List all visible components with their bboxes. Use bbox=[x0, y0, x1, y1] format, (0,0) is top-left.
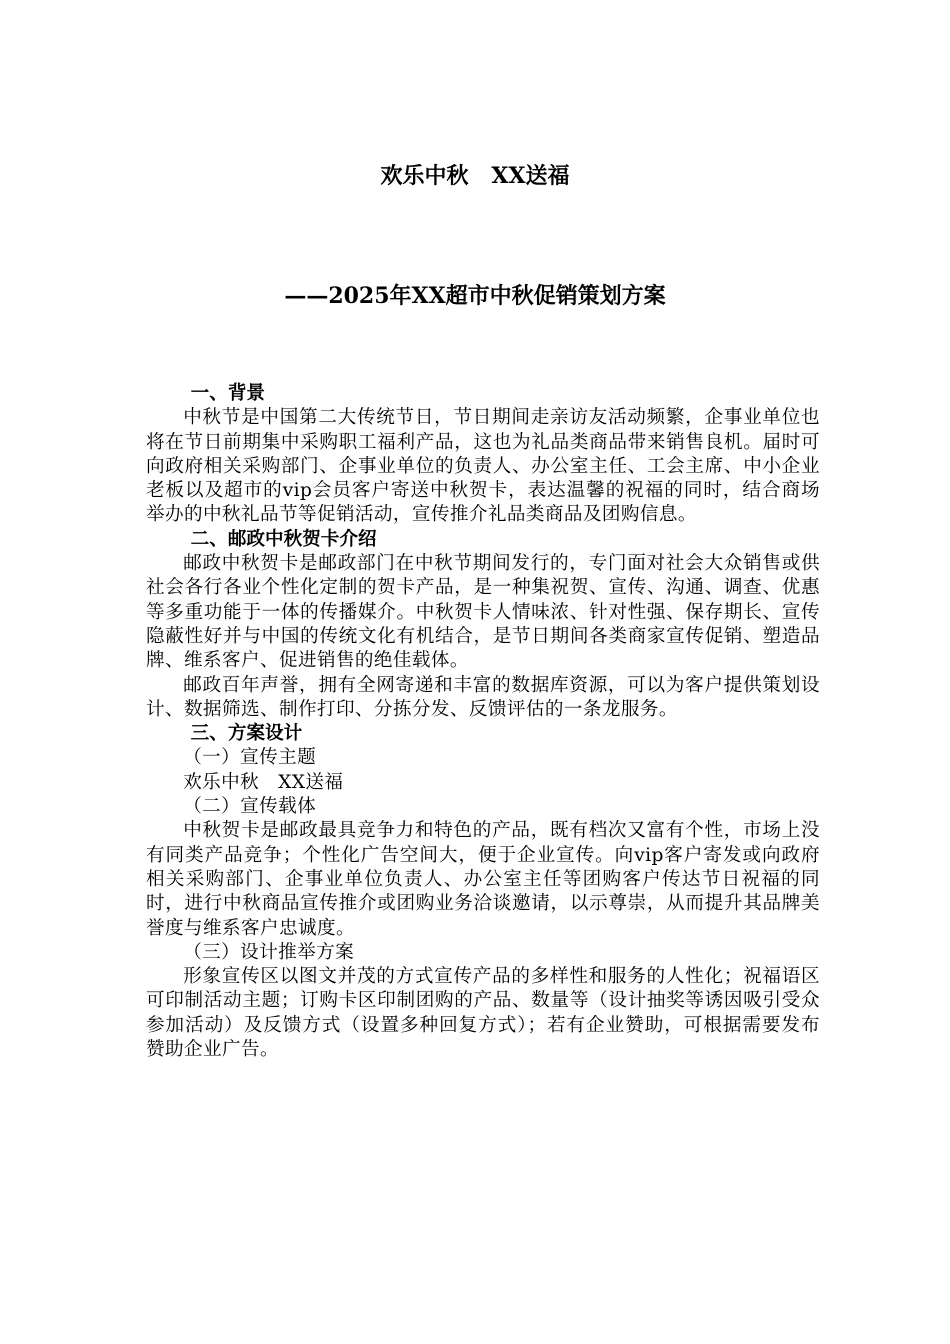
subsection-label-theme: （一）宣传主题 bbox=[183, 747, 317, 769]
paragraph-design: 形象宣传区以图文并茂的方式宣传产品的多样性和服务的人性化；祝福语区可印制活动主题；订购卡区印制团购的产品、数量等（设计抽奖等诱因吸引受众参加活动）及反馈方式（设置多种回复方式）；若有企业赞助，可根据需要发布赞助企业广告。 bbox=[146, 966, 820, 1061]
document-body bbox=[146, 382, 820, 1062]
subsection-label-carrier: （二）宣传载体 bbox=[183, 796, 317, 818]
subsection-label-design: （三）设计推举方案 bbox=[183, 941, 355, 963]
section-heading-card-intro: 二、邮政中秋贺卡介绍 bbox=[190, 528, 377, 550]
document-subtitle: ——2025年XX超市中秋促销策划方案 bbox=[284, 283, 666, 309]
section-heading-plan-design: 三、方案设计 bbox=[190, 723, 303, 745]
document-title: 欢乐中秋 XX送福 bbox=[380, 163, 570, 189]
section-heading-background: 一、背景 bbox=[190, 383, 266, 404]
paragraph-card-intro-2: 邮政百年声誉，拥有全网寄递和丰富的数据库资源，可以为客户提供策划设计、数据筛选、制作打印、分拣分发、反馈评估的一条龙服务。 bbox=[146, 674, 820, 720]
paragraph-carrier: 中秋贺卡是邮政最具竞争力和特色的产品，既有档次又富有个性，市场上没有同类产品竞争；个性化广告空间大，便于企业宣传。向vip客户寄发或向政府相关采购部门、企事业单位负责人、办公室主任等团购客户传达节日祝福的同时，进行中秋商品宣传推介或团购业务洽谈邀请，以示尊崇，从而提升其品牌美誉度与维系客户忠诚度。 bbox=[146, 820, 820, 939]
paragraph-card-intro-1: 邮政中秋贺卡是邮政部门在中秋节期间发行的，专门面对社会大众销售或供社会各行各业个性化定制的贺卡产品，是一种集祝贺、宣传、沟通、调查、优惠等多重功能于一体的传播媒介。中秋贺卡人情味浓、针对性强、保存期长、宣传隐蔽性好并与中国的传统文化有机结合，是节日期间各类商家宣传促销、塑造品牌、维系客户、促进销售的绝佳载体。 bbox=[146, 553, 820, 672]
paragraph-background: 中秋节是中国第二大传统节日，节日期间走亲访友活动频繁，企事业单位也将在节日前期集中采购职工福利产品，这也为礼品类商品带来销售良机。届时可向政府相关采购部门、企事业单位的负责人、办公室主任、工会主席、中小企业老板以及超市的vip会员客户寄送中秋贺卡，表达温馨的祝福的同时，结合商场举办的中秋礼品节等促销活动，宣传推介礼品类商品及团购信息。 bbox=[146, 407, 820, 526]
subsection-content-theme: 欢乐中秋 XX送福 bbox=[183, 771, 344, 793]
